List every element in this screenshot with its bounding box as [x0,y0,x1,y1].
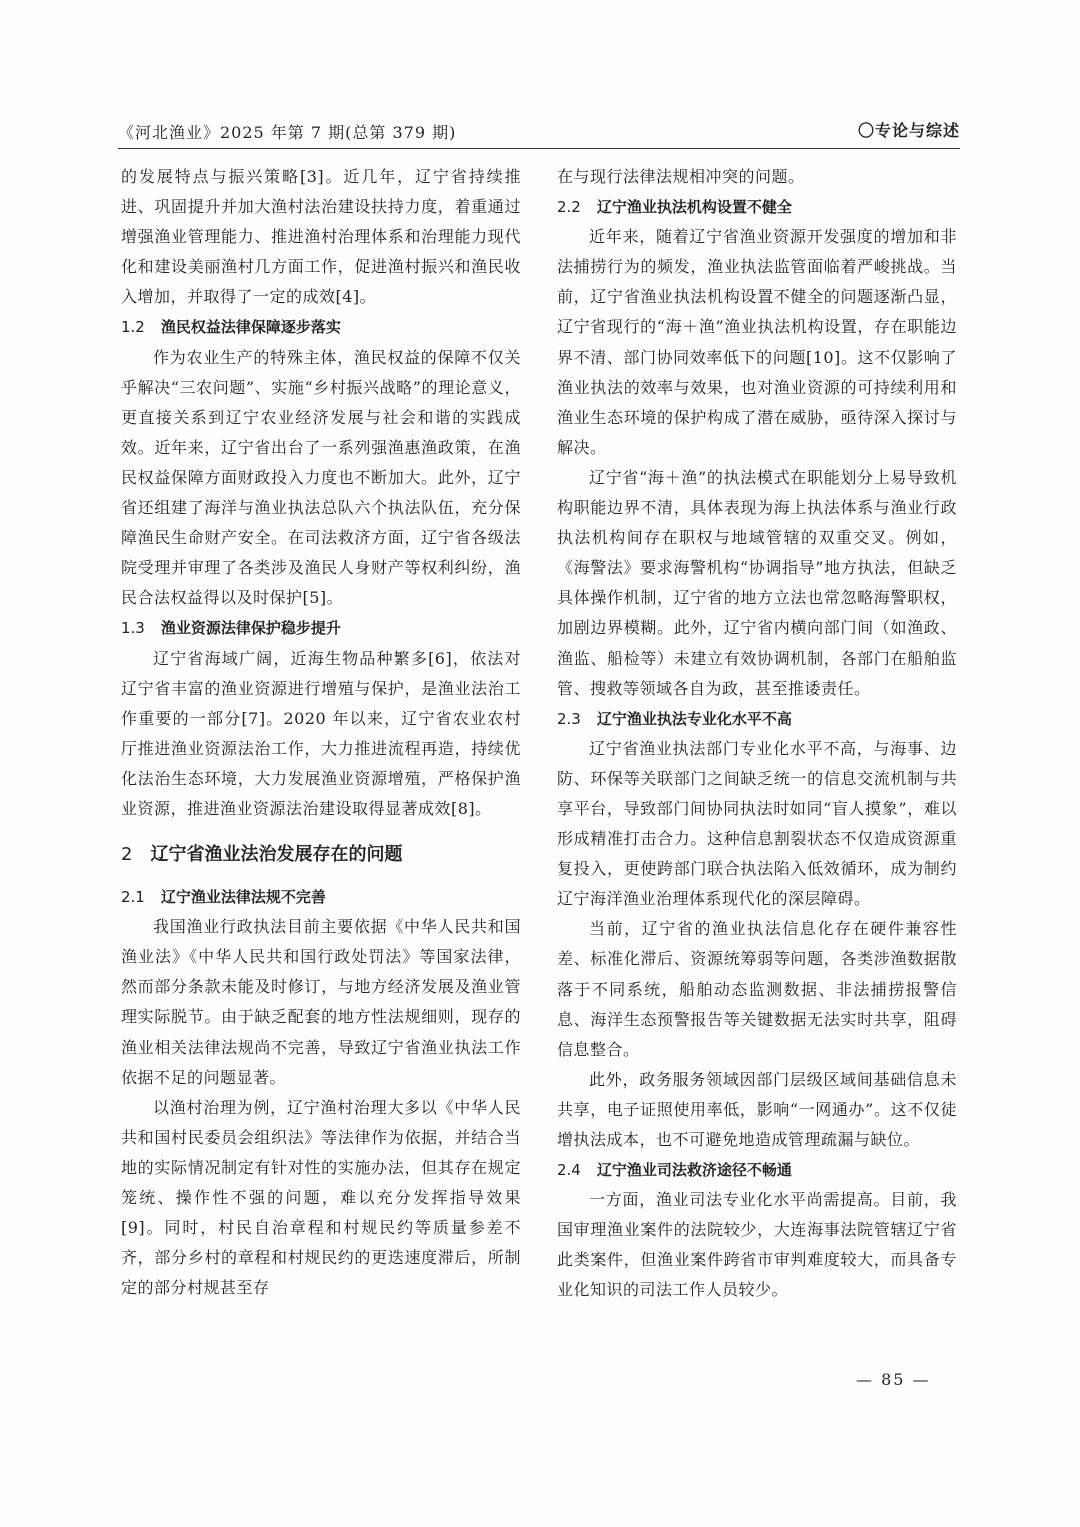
paragraph: 近年来，随着辽宁省渔业资源开发强度的增加和非法捕捞行为的频发，渔业执法监管面临着严峻挑战。当前，辽宁省渔业执法机构设置不健全的问题逐渐凸显，辽宁省现行的“海＋渔”渔业执法机构设置，存在职能边界不清、部门协同效率低下的问题[10]。这不仅影响了渔业执法的效率与效果，也对渔业资源的可持续利用和渔业生态环境的保护构成了潜在威胁，亟待深入探讨与解决。 [557,227,957,457]
paragraph: 作为农业生产的特殊主体，渔民权益的保障不仅关乎解决“三农问题”、实施“乡村振兴战略”的理论意义，更直接关系到辽宁农业经济发展与社会和谐的实践成效。近年来，辽宁省出台了一系列强渔惠渔政策，在渔民权益保障方面财政投入力度也不断加大。此外，辽宁省还组建了海洋与渔业执法总队六个执法队伍，充分保障渔民生命财产安全。在司法救济方面，辽宁省各级法院受理并审理了各类涉及渔民人身财产等权利纠纷，渔民合法权益得以及时保护[5]。 [121,347,521,608]
subsection-heading [121,882,521,912]
subsection-number: 2.1 [121,888,145,907]
subsection-title: 辽宁渔业法律法规不完善 [160,888,326,907]
subsection-heading [557,1155,957,1185]
subsection-title: 渔业资源法律保护稳步提升 [160,619,341,638]
paragraph: 以渔村治理为例，辽宁渔村治理大多以《中华人民共和国村民委员会组织法》等法律作为依据，并结合当地的实际情况制定有针对性的实施办法，但其存在规定笼统、操作性不强的问题，难以充分发挥指导效果[9]。同时，村民自治章程和村规民约等质量参差不齐，部分乡村的章程和村规民约的更迭速度滞后，所制定的部分村规甚至存 [121,1097,521,1298]
paragraph: 在与现行法律法规相冲突的问题。 [557,167,805,186]
subsection-heading [557,192,957,222]
paragraph: 此外，政务服务领域因部门层级区域间基础信息未共享，电子证照使用率低，影响“一网通办”。这不仅徒增执法成本，也不可避免地造成管理疏漏与缺位。 [557,1069,957,1149]
page-number: — 85 — [856,1370,931,1389]
header-rule [118,148,960,149]
subsection-heading [121,613,521,643]
journal-title: 《河北渔业》2025 年第 7 期(总第 379 期) [118,123,457,142]
subsection-number: 2.2 [557,198,581,217]
subsection-title: 渔民权益法律保障逐步落实 [160,318,341,337]
section-number: 2 [121,844,133,866]
subsection-heading [121,312,521,342]
subsection-title: 辽宁渔业司法救济途径不畅通 [596,1161,792,1180]
section-heading [121,840,521,870]
subsection-number: 2.4 [557,1161,581,1180]
paragraph: 辽宁省“海＋渔”的执法模式在职能划分上易导致机构职能边界不清，具体表现为海上执法体系与渔业行政执法机构间存在职权与地域管辖的双重交叉。例如，《海警法》要求海警机构“协调指导”地方执法，但缺乏具体操作机制，辽宁省的地方立法也常忽略海警职权，加剧边界模糊。此外，辽宁省内横向部门间（如渔政、渔监、船检等）未建立有效协调机制，各部门在船舶监管、搜救等领域各自为政，甚至推诿责任。 [557,467,957,698]
section-title: 〇专论与综述 [857,121,960,140]
subsection-title: 辽宁渔业执法专业化水平不高 [596,709,792,728]
running-header [118,118,960,146]
left-column [121,162,521,1303]
paragraph: 我国渔业行政执法目前主要依据《中华人民共和国渔业法》《中华人民共和国行政处罚法》等国家法律，然而部分条款未能及时修订，与地方经济发展及渔业管理实际脱节。由于缺乏配套的地方性法规细则，现存的渔业相关法律法规尚不完善，导致辽宁省渔业执法工作依据不足的问题显著。 [121,917,521,1087]
paragraph: 辽宁省渔业执法部门专业化水平不高，与海事、边防、环保等关联部门之间缺乏统一的信息交流机制与共享平台，导致部门间协同执法时如同“盲人摸象”，难以形成精准打击合力。这种信息割裂状态不仅造成资源重复投入，更使跨部门联合执法陷入低效循环，成为制约辽宁海洋渔业治理体系现代化的深层障碍。 [557,738,957,909]
paragraph: 一方面，渔业司法专业化水平尚需提高。目前，我国审理渔业案件的法院较少，大连海事法院管辖辽宁省此类案件，但渔业案件跨省市审判难度较大，而具备专业化知识的司法工作人员较少。 [557,1190,957,1300]
section-title-text: 辽宁省渔业法治发展存在的问题 [150,844,403,866]
paragraph: 当前，辽宁省的渔业执法信息化存在硬件兼容性差、标准化滞后、资源统筹弱等问题，各类涉渔数据散落于不同系统，船舶动态监测数据、非法捕捞报警信息、海洋生态预警报告等关键数据无法实时共享，阻碍信息整合。 [557,919,957,1059]
subsection-number: 1.2 [121,318,145,337]
subsection-title: 辽宁渔业执法机构设置不健全 [596,198,792,217]
subsection-number: 1.3 [121,619,145,638]
subsection-heading [557,704,957,734]
paragraph: 的发展特点与振兴策略[3]。近几年，辽宁省持续推进、巩固提升并加大渔村法治建设扶持力度，着重通过增强渔业管理能力、推进渔村治理体系和治理能力现代化和建设美丽渔村几方面工作，促进渔村振兴和渔民收入增加，并取得了一定的成效[4]。 [121,167,521,307]
subsection-number: 2.3 [557,709,581,728]
right-column [557,162,957,1306]
paragraph: 辽宁省海域广阔，近海生物品种繁多[6]，依法对辽宁省丰富的渔业资源进行增殖与保护，是渔业法治工作重要的一部分[7]。2020 年以来，辽宁省农业农村厅推进渔业资源法治工作，大力推进流程再造，持续优化法治生态环境，大力发展渔业资源增殖，严格保护渔业资源，推进渔业资源法治建设取得显著成效[8]。 [121,648,521,818]
